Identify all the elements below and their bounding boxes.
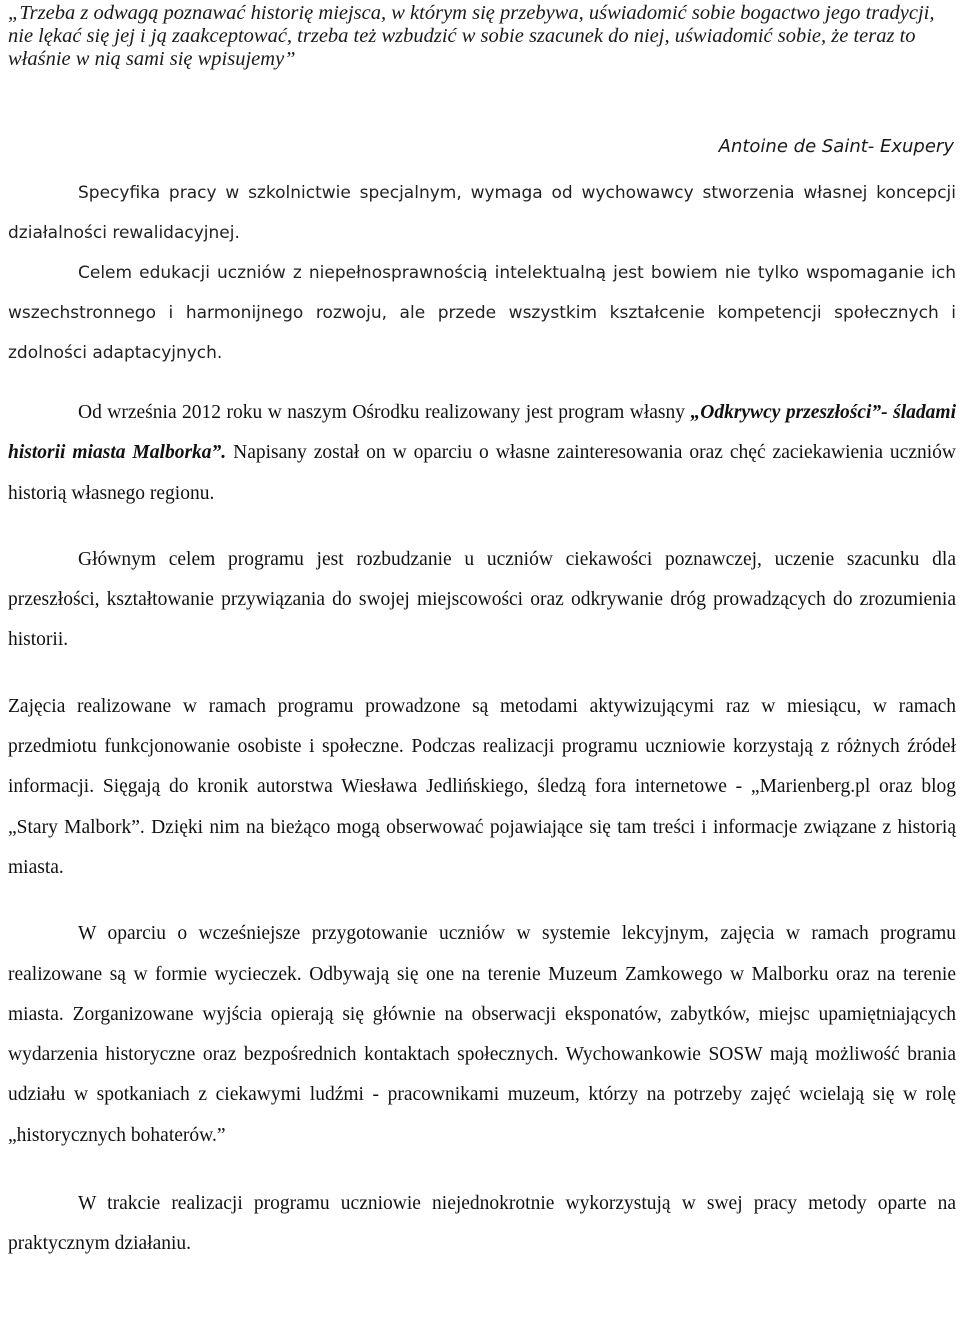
- paragraph-excursions: W oparciu o wcześniejsze przygotowanie uczniów w systemie lekcyjnym, zajęcia w ramach programu realizowane są w formie wycieczek. Odbywają się one na terenie Muzeum Zamkowego w Malborku oraz na terenie miasta. Zorganizowane wyjścia opierają się głównie na obserwacji eksponatów, zabytków, miejsc upamiętniających wydarzenia historyczne oraz bezpośrednich kontaktach społecznych. Wychowankowie SOSW mają możliwość brania udziału w spotkaniach z ciekawymi ludźmi - pracownikami muzeum, którzy na potrzeby zajęć wcielają się w rolę „historycznych bohaterów.”: [8, 923, 956, 1146]
- paragraph-main-goal: Głównym celem programu jest rozbudzanie u uczniów ciekawości poznawczej, uczenie szacunku dla przeszłości, kształtowanie przywiązania do swojej miejscowości oraz odkrywanie dróg prowadzących do zrozumienia historii.: [8, 548, 956, 651]
- document-page: [8, 0, 956, 1265]
- paragraph-education-goal: Celem edukacji uczniów z niepełnosprawnością intelektualną jest bowiem nie tylko wspomaganie ich wszechstronnego i harmonijnego rozwoju, ale przede wszystkim kształcenie kompetencji społecznych i zdolności adaptacyjnych.: [8, 263, 956, 363]
- program-description-text: Napisany został on w oparciu o własne zainteresowania oraz chęć zaciekawienia uczniów historią własnego regionu.: [8, 442, 956, 504]
- epigraph-author: Antoine de Saint- Exupery: [718, 136, 954, 157]
- program-intro-text: Od września 2012 roku w naszym Ośrodku realizowany jest program własny: [78, 402, 691, 423]
- paragraph-classes: Zajęcia realizowane w ramach programu prowadzone są metodami aktywizującymi raz w miesiącu, w ramach przedmiotu funkcjonowanie osobiste i społeczne. Podczas realizacji programu uczniowie korzystają z różnych źródeł informacji. Sięgają do kronik autorstwa Wiesława Jedlińskiego, śledzą fora internetowe - „Marienberg.pl oraz blog „Stary Malbork”. Dzięki nim na bieżąco mogą obserwować pojawiające się tam treści i informacje związane z historią miasta.: [8, 695, 956, 878]
- paragraph-intro: Specyfika pracy w szkolnictwie specjalnym, wymaga od wychowawcy stworzenia własnej koncepcji działalności rewalidacyjnej.: [8, 183, 956, 243]
- paragraph-program: [8, 393, 956, 514]
- program-title: „Odkrywcy przeszłości”- śladami historii miasta Malborka”.: [8, 402, 956, 464]
- epigraph-quote: „Trzeba z odwagą poznawać historię miejsca, w którym się przebywa, uświadomić sobie bogactwo jego tradycji, nie lękać się jej i ją zaakceptować, trzeba też wzbudzić w sobie szacunek do niej, uświadomić sobie, że teraz to właśnie w nią sami się wpisujemy”: [8, 2, 935, 70]
- paragraph-methods: W trakcie realizacji programu uczniowie niejednokrotnie wykorzystują w swej pracy metody oparte na praktycznym działaniu.: [8, 1193, 956, 1255]
